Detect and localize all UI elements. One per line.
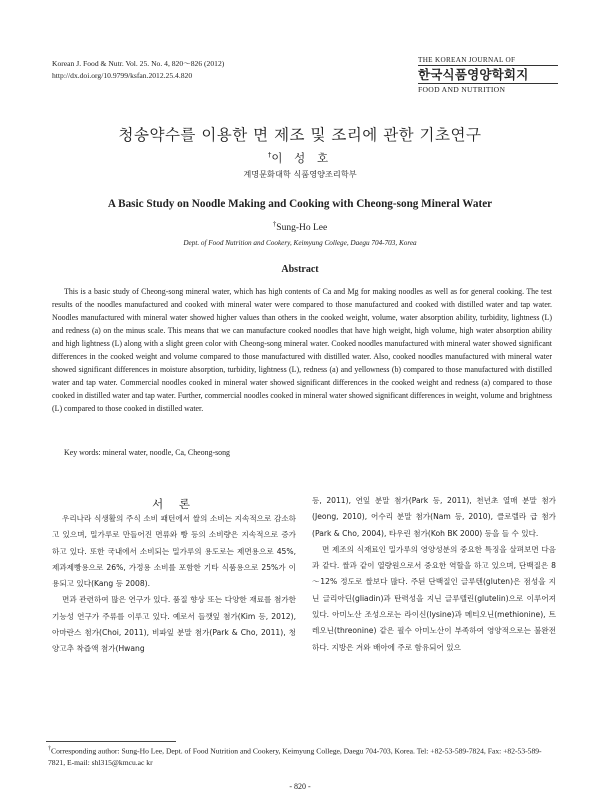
author-name-ko: 이 성 호 bbox=[271, 151, 333, 165]
author-name-en: Sung-Ho Lee bbox=[276, 223, 328, 234]
body-column-right bbox=[312, 493, 556, 656]
footnote-text: Corresponding author: Sung-Ho Lee, Dept. of Food Nutrition and Cookery, Keimyung College, Daegu 704-703, Korea. Tel: +82-53-589-7824, Fax: +82-53-589-7821, E-mail: shl315@kmcu.ac kr bbox=[48, 746, 542, 768]
author-mark-en: † bbox=[272, 220, 277, 228]
body-paragraph: 등, 2011), 연잎 분말 첨가(Park 등, 2011), 천년초 열매 분말 첨가(Jeong, 2010), 어수리 분말 첨가(Nam 등, 2010), 클로렐라 급 첨가(Park & Cho, 2004), 타우린 첨가(Koh BK 2000) 등을 들 수 있다. bbox=[312, 496, 556, 538]
author-en bbox=[0, 220, 600, 233]
footnote bbox=[48, 744, 558, 769]
body-paragraph: 면 제조의 식재료인 밀가루의 영양성분의 중요한 특징을 살펴보면 다음과 같다. 쌀과 같이 열량원으로서 중요한 역할을 하고 있으며, 단백질은 8～12% 정도로 쌀보다 많다. 주된 단백질인 글루텐(gluten)은 점성을 지닌 글리아딘(gliadin)과 탄력성을 지닌 글루텔린(glutelin)으로 이루어져 있다. 아미노산 조성으로는 라이신(lysine)과 메티오닌(methionine), 트레오닌(threonine) 같은 필수 아미노산이 부족하여 영양적으로는 불완전하다. 지방은 겨와 배아에 주로 함유되어 있으 bbox=[312, 544, 556, 652]
affiliation-en: Dept. of Food Nutrition and Cookery, Keimyung College, Daegu 704-703, Korea bbox=[183, 239, 417, 247]
footnote-mark: † bbox=[48, 746, 51, 752]
body-paragraph: 우리나라 식생활의 주식 소비 패턴에서 쌀의 소비는 지속적으로 감소하고 있으며, 밀가루로 만들어진 면류와 빵 등의 소비량은 지속적으로 증가하고 있다. 또한 국내에서 소비되는 밀가루의 용도로는 제면용으로 45%, 제과제빵용으로 26%, 가정용 소비를 포함한 기타 식품용으로 25%가 이용되고 있다(Kang 등 2008). bbox=[52, 514, 296, 589]
citation-block bbox=[52, 58, 224, 82]
doi-line: http://dx.doi.org/10.9799/ksfan.2012.25.4.820 bbox=[52, 71, 193, 80]
abstract-heading: Abstract bbox=[281, 264, 319, 275]
journal-logo bbox=[418, 56, 558, 94]
section-heading: 서 론 bbox=[152, 497, 196, 511]
page-number: - 820 - bbox=[289, 782, 311, 791]
keywords: Key words: mineral water, noodle, Ca, Cheong-song bbox=[64, 448, 231, 457]
author-ko bbox=[0, 150, 600, 166]
journal-name-en-sub: FOOD AND NUTRITION bbox=[418, 83, 558, 94]
citation-line: Korean J. Food & Nutr. Vol. 25. No. 4, 820～826 (2012) bbox=[52, 59, 225, 68]
footnote-divider bbox=[46, 741, 176, 742]
journal-name-ko: 한국식품영양학회지 bbox=[418, 67, 529, 82]
paper-title-ko: 청송약수를 이용한 면 제조 및 조리에 관한 기초연구 bbox=[118, 126, 482, 144]
journal-name-en: THE KOREAN JOURNAL OF bbox=[418, 56, 558, 66]
body-column-left bbox=[52, 511, 296, 658]
abstract-text: This is a basic study of Cheong-song mineral water, which has high contents of Ca and Mg for making noodles as well as for general cooking. The test results of the noodles manufactured and cooked with mineral water were compared to those manufactured and cooked with distilled water and tap water. Noodles manufactured with mineral water showed higher values than others in the cooked weight, volume, water absorption ability, turbidity, lightness (L) and redness (a) on the minus scale. This means that we can manufacture cooked noodles that have high weight, high volume, high water absorption ability and high lightness (L) along with a slight green color with Cheong-song mineral water. Cooked noodles manufactured with mineral water showed significant differences in the cooked weight and volume compared to those manufactured with distilled water. Also, cooked noodles manufactured with mineral water showed significant differences in moisture absorption, turbidity, lightness (L), redness (a) and yellowness (b) compared to those manufactured with distilled water and tap water. Commercial noodles cooked in mineral water showed significant differences in the cooked weight and redness (a) compared to those cooked in distilled water and tap water. Further, commercial noodles cooked in mineral water showed significant differences in weight, volume and brightness (L) compared to those cooked in distilled water. bbox=[52, 287, 553, 414]
affiliation-ko: 계명문화대학 식품영양조리학부 bbox=[243, 169, 357, 179]
paper-title-en: A Basic Study on Noodle Making and Cooking with Cheong-song Mineral Water bbox=[107, 198, 493, 210]
author-mark: † bbox=[267, 151, 272, 160]
body-paragraph: 면과 관련하여 많은 연구가 있다. 품질 향상 또는 다양한 재료를 첨가한 기능성 연구가 주류를 이루고 있다. 예로서 들깻잎 첨가(Kim 등, 2012), 아마란스 첨가(Choi, 2011), 비파잎 분말 첨가(Park & Cho, 2011), 청양고추 착즙액 첨가(Hwang bbox=[52, 595, 296, 654]
